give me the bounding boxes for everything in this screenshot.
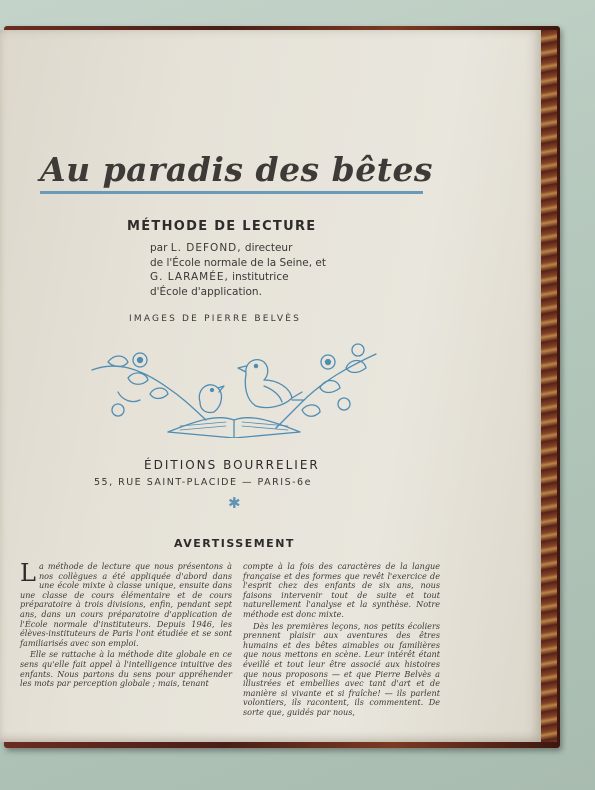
birds-book-vignette [88, 340, 380, 438]
foreword-left-column [20, 559, 232, 691]
large-bird-beak [238, 366, 246, 372]
left-branch [92, 366, 206, 420]
left-flower-center [138, 358, 143, 363]
foreword-heading: AVERTISSEMENT [174, 537, 295, 550]
large-bird-eye [254, 364, 257, 367]
left-leaf-stroke [118, 392, 140, 402]
foreword-paragraph: Elle se rattache à la méthode dite globale en ce sens qu'elle fait appel à l'intelligence intuitive des enfants. Nous partons du sens pour appréhender les mots par perception globale ; mais, tenant [20, 649, 232, 689]
foreword-paragraph: compte à la fois des caractères de la langue française et des formes que revêt l'exercice de l'esprit chez des enfants de six ans, nous faisons intervenir tout de suite et tout naturellement l'analyse et la synthèse. Notre méthode est donc mixte. [243, 561, 440, 619]
small-bird-eye [211, 389, 214, 392]
author1-name: L. DEFOND, [170, 242, 242, 254]
left-flower-2 [112, 404, 124, 416]
large-bird-wing [264, 386, 282, 402]
right-leaf-3 [302, 405, 320, 416]
author-credits [150, 241, 370, 299]
book-title: Au paradis des bêtes [40, 150, 434, 189]
large-bird-body [245, 360, 292, 408]
large-bird-tail [292, 392, 304, 400]
author1-role-a: directeur [241, 242, 293, 254]
credit-line-1 [150, 241, 370, 256]
foreword-text: a méthode de lecture que nous présentons à nos collègues a été appliquée d'abord dans une école mixte à classe unique, ensuite dans une classe de cours élémentaire et de cours préparatoire à trois divisions, enfin, pendant sept ans, dans un cours préparatoire d'application de l'École normale d'instituteurs. Depuis 1946, les élèves-instituteurs de Paris l'ont étudiée et se sont familiarisés avec son emploi. [20, 561, 232, 648]
star-ornament-icon: ✱ [228, 494, 241, 512]
illustrator-credit: IMAGES DE PIERRE BELVÈS [129, 314, 301, 324]
foreword-paragraph [20, 559, 232, 648]
credit-by: par [150, 242, 168, 254]
left-leaf-1 [108, 356, 128, 367]
left-leaf-2 [128, 373, 148, 384]
credit-line-3 [150, 270, 370, 285]
author2-role-a: institutrice [228, 271, 289, 283]
credit-line-2: de l'École normale de la Seine, et [150, 256, 326, 269]
author2-name: G. LARAMÉE, [150, 271, 229, 283]
foreword-paragraph: Dès les premières leçons, nos petits écoliers prennent plaisir aux aventures des êtres humains et des bêtes aimables ou familières que nous mettons en scène. Leur intérêt étant éveillé et tout leur être associé aux histoires que nous proposons — et que Pierre Belvès a illustrées et embellies avec tant d'art et de manière si vivante et si fraîche! — ils parlent volontiers, ils racontent, ils commentent. De sorte que, guidés par nous, [243, 620, 440, 717]
publisher-address: 55, RUE SAINT-PLACIDE — PARIS-6e [94, 477, 312, 488]
right-branch [276, 354, 376, 428]
credit-line-4: d'École d'application. [150, 285, 262, 298]
drop-cap: L [20, 559, 36, 587]
left-leaf-3 [150, 388, 168, 399]
right-flower-center [326, 360, 331, 365]
book-subtitle: MÉTHODE DE LECTURE [127, 219, 317, 234]
right-leaf-1 [346, 361, 366, 373]
title-underline [40, 191, 423, 194]
right-leaf-2 [320, 381, 340, 393]
cover-edge-pattern [541, 30, 557, 742]
right-flower-3 [338, 398, 350, 410]
foreword-right-column [243, 562, 440, 720]
right-flower-1 [352, 344, 364, 356]
publisher-name: ÉDITIONS BOURRELIER [144, 458, 320, 472]
